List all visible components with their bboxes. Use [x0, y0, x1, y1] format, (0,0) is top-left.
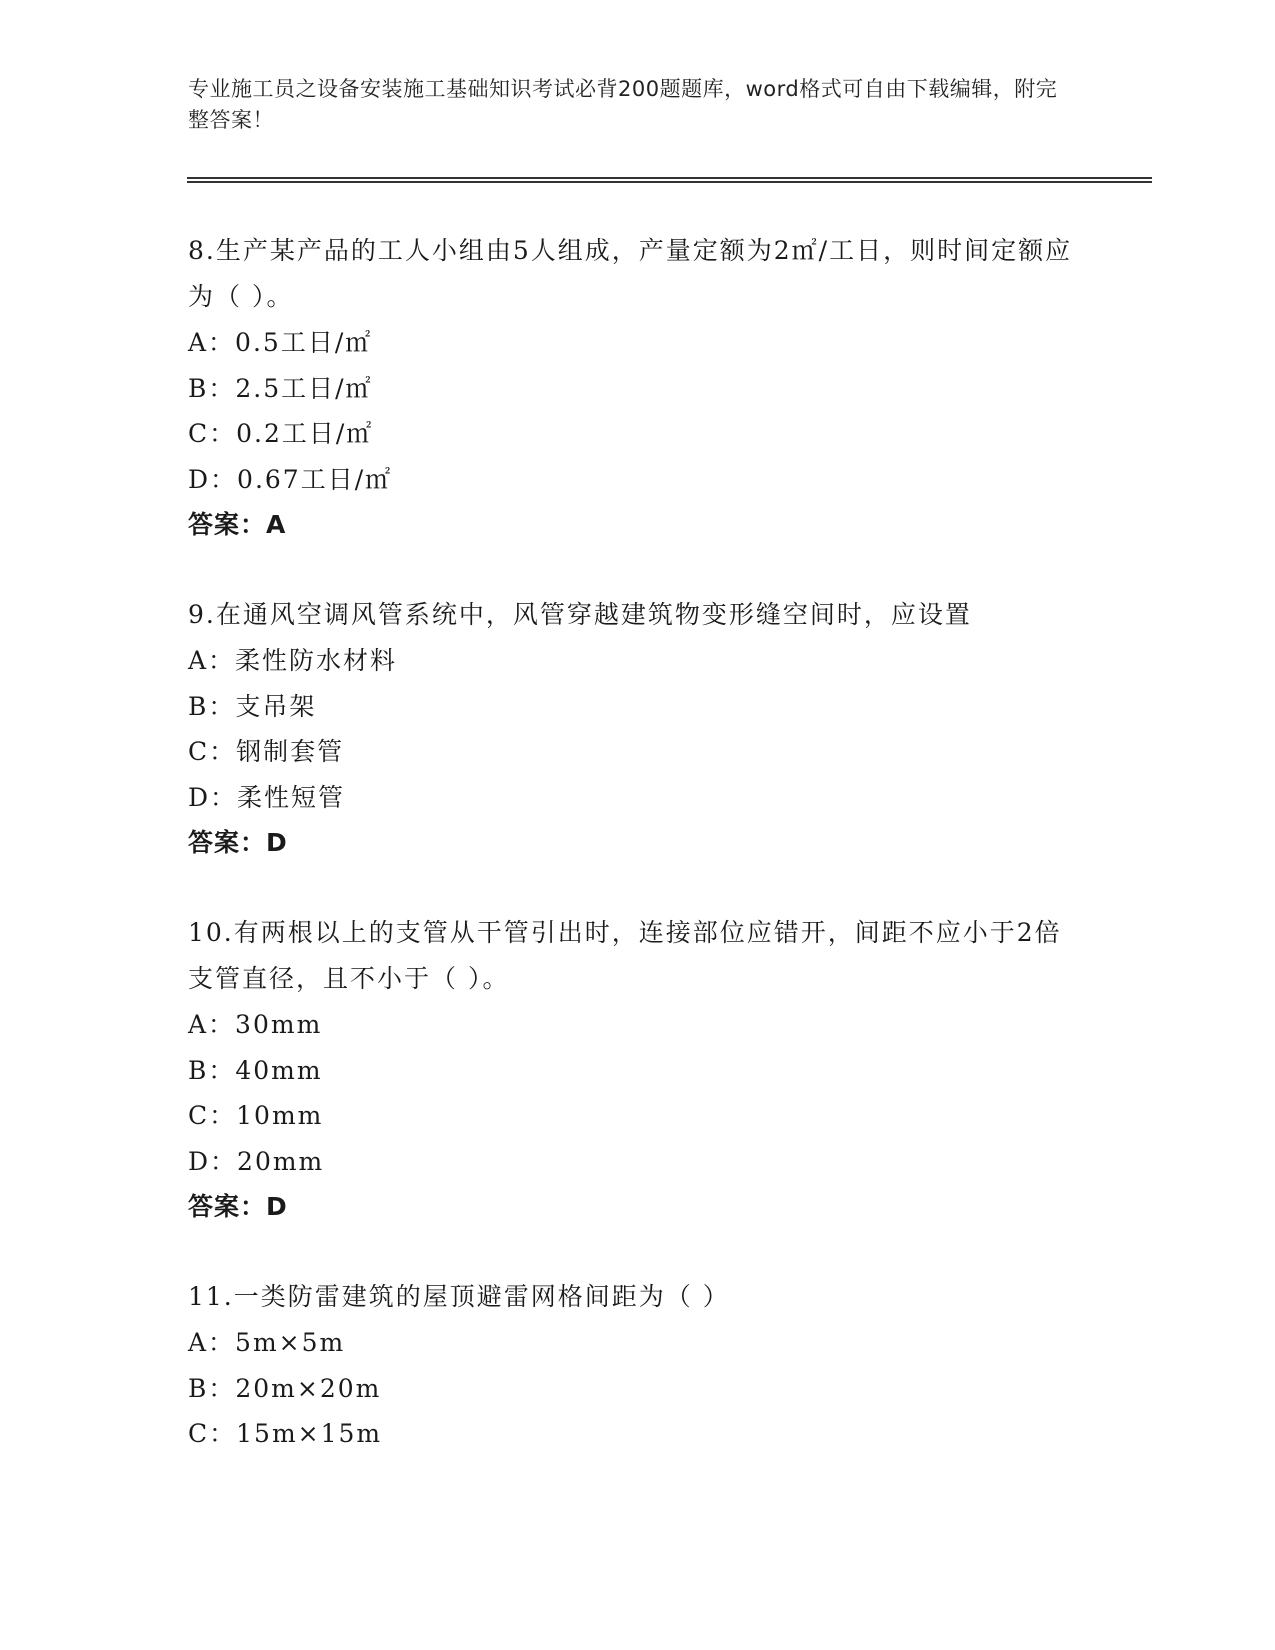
question-text: 8.生产某产品的工人小组由5人组成，产量定额为2㎡/工日，则时间定额应为（ ）。: [188, 236, 1073, 311]
option-b: B：2.5工日/㎡: [188, 373, 373, 403]
answer-line: 答案：A: [188, 510, 287, 539]
question-8: [188, 228, 1088, 548]
answer-line: 答案：D: [188, 828, 288, 857]
option-b: B：支吊架: [188, 691, 317, 721]
option-a: A：5m×5m: [188, 1328, 346, 1357]
option-a: A：30mm: [188, 1010, 323, 1039]
option-a: A：0.5工日/㎡: [188, 328, 373, 357]
option-d: D：0.67工日/㎡: [188, 464, 393, 494]
document-header: 专业施工员之设备安装施工基础知识考试必背200题题库，word格式可自由下载编辑，附完整答案！: [188, 77, 1058, 132]
option-c: C：0.2工日/㎡: [188, 419, 374, 448]
question-text: 10.有两根以上的支管从干管引出时，连接部位应错开，间距不应小于2倍支管直径，且不小于（ ）。: [188, 918, 1062, 993]
header-double-rule: [187, 177, 1152, 183]
option-c: C：15m×15m: [188, 1419, 383, 1448]
option-b: B：40mm: [188, 1055, 323, 1085]
question-10: [188, 910, 1088, 1230]
option-d: D：柔性短管: [188, 782, 346, 812]
option-b: B：20m×20m: [188, 1373, 382, 1403]
question-11: [188, 1274, 1088, 1457]
answer-line: 答案：D: [188, 1192, 288, 1221]
question-text: 9.在通风空调风管系统中，风管穿越建筑物变形缝空间时，应设置: [188, 600, 972, 629]
question-9: [188, 592, 1088, 866]
option-a: A：柔性防水材料: [188, 646, 398, 675]
option-c: C：10mm: [188, 1101, 324, 1130]
option-c: C：钢制套管: [188, 737, 345, 766]
option-d: D：20mm: [188, 1146, 325, 1176]
question-text: 11.一类防雷建筑的屋顶避雷网格间距为（ ）: [188, 1282, 730, 1311]
